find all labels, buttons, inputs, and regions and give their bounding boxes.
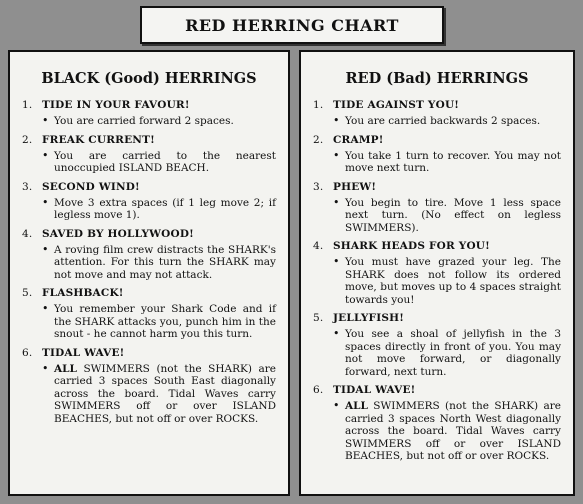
herring-item-title: TIDAL WAVE! (42, 346, 125, 359)
herring-item-title: CRAMP! (333, 133, 384, 146)
herring-item-number: 6. (313, 384, 324, 396)
chart-title: RED HERRING CHART (185, 15, 399, 35)
herring-item (313, 384, 561, 463)
herring-item-title: SAVED BY HOLLYWOOD! (42, 227, 194, 240)
herring-item (22, 181, 276, 222)
bullet-icon: • (42, 361, 49, 375)
herring-item-text (345, 256, 561, 306)
herring-item-header (313, 181, 561, 193)
herring-item-body (42, 244, 276, 282)
herring-item-description: You see a shoal of jellyfish in the 3 spaces directly in front of you. You may not move forward, or diagonally forward, next turn. (345, 328, 561, 378)
chart-title-box (140, 6, 444, 44)
herring-item (22, 347, 276, 426)
herring-item-description: Move 3 extra spaces (if 1 leg move 2; if legless move 1). (54, 196, 276, 221)
herring-item-title: SECOND WIND! (42, 180, 140, 193)
herring-item-description: You are carried forward 2 spaces. (54, 115, 234, 127)
herring-item-description: You are carried to the nearest unoccupied ISLAND BEACH. (54, 149, 276, 174)
black-herrings-list (22, 99, 276, 425)
herring-item (313, 312, 561, 378)
herring-item-body (333, 400, 561, 463)
herring-item (22, 134, 276, 175)
herring-item-number: 1. (22, 99, 33, 111)
herring-item-header (313, 99, 561, 111)
herring-item (313, 99, 561, 128)
herring-item-number: 2. (313, 133, 324, 146)
herring-item-body (333, 328, 561, 378)
herring-item-title: FREAK CURRENT! (42, 133, 155, 146)
herring-item-lead: ALL (54, 362, 77, 375)
red-herrings-panel (299, 50, 575, 496)
bullet-icon: • (333, 255, 340, 268)
herring-item-header (22, 228, 276, 240)
herring-item-lead: ALL (345, 400, 368, 412)
herring-item-description: A roving film crew distracts the SHARK's attention. For this turn the SHARK may not move and may not attack. (54, 243, 276, 281)
herring-item-number: 4. (22, 227, 33, 240)
herring-item (313, 240, 561, 306)
herring-item-number: 3. (22, 180, 33, 193)
herring-item-header (313, 134, 561, 146)
herring-item-body (42, 115, 276, 128)
black-herrings-panel (8, 50, 290, 496)
red-herrings-list (313, 99, 561, 463)
herring-item-title: FLASHBACK! (42, 287, 124, 299)
herring-item-description: You begin to tire. Move 1 less space next turn. (No effect on legless SWIMMERS). (345, 196, 561, 234)
red-herrings-heading: RED (Bad) HERRINGS (345, 70, 529, 87)
herring-item-body (42, 197, 276, 222)
herring-item-description: You take 1 turn to recover. You may not move next turn. (345, 149, 561, 174)
herring-item-body (333, 115, 561, 128)
herring-item (22, 99, 276, 128)
herring-item (313, 181, 561, 235)
herring-item-description: You are carried backwards 2 spaces. (345, 115, 541, 127)
herring-item-title: JELLYFISH! (333, 312, 405, 324)
herring-item-number: 6. (22, 346, 33, 359)
herring-item-body (333, 197, 561, 235)
herring-item-header (22, 99, 276, 111)
herring-item-text (345, 115, 561, 128)
bullet-icon: • (333, 399, 340, 412)
bullet-icon: • (42, 195, 49, 209)
bullet-icon: • (42, 242, 49, 256)
herring-item-title: TIDAL WAVE! (333, 384, 416, 396)
herring-item-body (42, 150, 276, 175)
herring-item-header (22, 287, 276, 299)
herring-item-number: 5. (313, 312, 324, 324)
herring-item-body (42, 363, 276, 426)
herring-item (313, 134, 561, 175)
bullet-icon: • (333, 148, 340, 162)
herring-item-text (54, 115, 276, 128)
herring-item-text (54, 150, 276, 175)
herring-item-text (54, 197, 276, 222)
herring-item-number: 3. (313, 180, 324, 193)
herring-item-number: 4. (313, 240, 324, 252)
herring-item-header (313, 384, 561, 396)
herring-item-header (22, 181, 276, 193)
herring-item-description: You remember your Shark Code and if the SHARK attacks you, punch him in the snout - he cannot harm you this turn. (54, 303, 276, 340)
herring-item-header (313, 312, 561, 324)
herring-item (22, 287, 276, 341)
black-herrings-heading: BLACK (Good) HERRINGS (41, 70, 257, 87)
bullet-icon: • (42, 114, 49, 127)
herring-item-body (42, 303, 276, 341)
herring-item-text (54, 244, 276, 282)
bullet-icon: • (333, 195, 340, 209)
bullet-icon: • (42, 302, 49, 315)
herring-item-header (313, 240, 561, 252)
herring-item-number: 5. (22, 287, 33, 299)
herring-item-text (54, 363, 276, 426)
herring-item-title: TIDE IN YOUR FAVOUR! (42, 99, 190, 111)
herring-item-number: 2. (22, 133, 33, 146)
herring-item-header (22, 134, 276, 146)
herring-item-body (333, 256, 561, 306)
herring-item-title: PHEW! (333, 180, 377, 193)
herring-item-description: You must have grazed your leg. The SHARK does not follow its ordered move, but moves up to 4 spaces straight towards you! (345, 256, 561, 306)
herring-item-title: TIDE AGAINST YOU! (333, 99, 460, 111)
herring-item-title: SHARK HEADS FOR YOU! (333, 240, 490, 252)
herring-item-text (345, 197, 561, 235)
bullet-icon: • (42, 148, 49, 162)
bullet-icon: • (333, 114, 340, 127)
herring-item-description: SWIMMERS (not the SHARK) are carried 3 spaces North West diagonally across the board. Tidal Waves carry SWIMMERS off or over ISLAND BEACHES, but not off or over ROCKS. (345, 400, 561, 462)
herring-item-text (54, 303, 276, 341)
herring-item-body (333, 150, 561, 175)
herring-item-header (22, 347, 276, 359)
herring-item-description: SWIMMERS (not the SHARK) are carried 3 spaces South East diagonally across the board. Tidal Waves carry SWIMMERS off or over ISLAND BEACHES, but not off or over ROCKS. (54, 362, 276, 425)
herring-item-text (345, 400, 561, 463)
herring-item-number: 1. (313, 99, 324, 111)
herring-item-text (345, 328, 561, 378)
herring-item-text (345, 150, 561, 175)
herring-item (22, 228, 276, 282)
bullet-icon: • (333, 327, 340, 340)
